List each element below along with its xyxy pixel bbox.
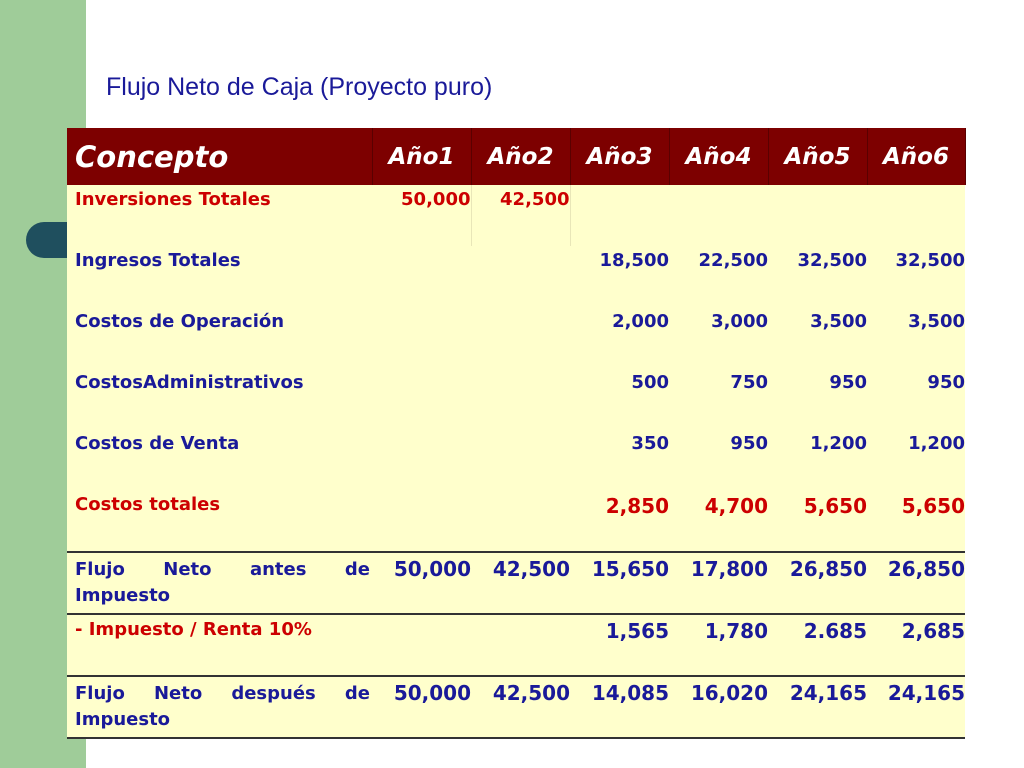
cell-value: 5,650 [867,490,965,552]
header-year-3: Año3 [570,128,669,185]
row-label: Flujo Neto antes de Impuesto [67,552,372,614]
cell-value [471,368,570,429]
cell-value: 5,650 [768,490,867,552]
cell-value: 950 [669,429,768,490]
title-area [86,0,1024,128]
cell-value: 1,565 [570,614,669,676]
row-label: Inversiones Totales [67,185,372,246]
cell-value: 24,165 [768,676,867,738]
row-label: Costos de Venta [67,429,372,490]
cell-value: 42,500 [471,552,570,614]
row-label: Costos de Operación [67,307,372,368]
row-label: Ingresos Totales [67,246,372,307]
cell-value: 24,165 [867,676,965,738]
cell-value: 50,000 [372,185,471,246]
header-concepto: Concepto [67,128,372,185]
cell-value: 3,500 [768,307,867,368]
cell-value [372,490,471,552]
cell-value [867,185,965,246]
cell-value: 32,500 [867,246,965,307]
table-row [67,614,965,676]
header-year-6: Año6 [867,128,965,185]
row-label: Flujo Neto después de Impuesto [67,676,372,738]
table-row [67,676,965,738]
cell-value [372,368,471,429]
table-row [67,307,965,368]
header-year-2: Año2 [471,128,570,185]
cell-value: 26,850 [768,552,867,614]
cell-value: 14,085 [570,676,669,738]
cell-value: 32,500 [768,246,867,307]
header-row [67,128,965,185]
table-row [67,368,965,429]
cell-value: 1,780 [669,614,768,676]
table-row [67,490,965,552]
cell-value: 16,020 [669,676,768,738]
cell-value: 750 [669,368,768,429]
cell-value: 42,500 [471,185,570,246]
cell-value: 2,850 [570,490,669,552]
cell-value: 2.685 [768,614,867,676]
cell-value [372,614,471,676]
cell-value: 3,000 [669,307,768,368]
cell-value: 2,685 [867,614,965,676]
row-label: - Impuesto / Renta 10% [67,614,372,676]
cell-value: 1,200 [768,429,867,490]
cell-value [372,246,471,307]
cell-value: 3,500 [867,307,965,368]
cell-value [570,185,669,246]
cash-flow-table [67,128,966,739]
cell-value: 2,000 [570,307,669,368]
header-year-4: Año4 [669,128,768,185]
cell-value: 17,800 [669,552,768,614]
cell-value: 950 [768,368,867,429]
cell-value [372,429,471,490]
cell-value: 18,500 [570,246,669,307]
table-row [67,552,965,614]
row-label: Costos totales [67,490,372,552]
cell-value [471,614,570,676]
cell-value [471,307,570,368]
cell-value [471,490,570,552]
cell-value: 26,850 [867,552,965,614]
cell-value [471,246,570,307]
cell-value: 22,500 [669,246,768,307]
slide-title: Flujo Neto de Caja (Proyecto puro) [106,73,493,101]
cell-value [372,307,471,368]
table-row [67,429,965,490]
header-year-5: Año5 [768,128,867,185]
cell-value: 500 [570,368,669,429]
cell-value: 350 [570,429,669,490]
cell-value: 50,000 [372,552,471,614]
table-row [67,185,965,246]
row-label: CostosAdministrativos [67,368,372,429]
cell-value [669,185,768,246]
table-row [67,246,965,307]
cell-value: 42,500 [471,676,570,738]
cell-value: 950 [867,368,965,429]
cell-value: 15,650 [570,552,669,614]
header-year-1: Año1 [372,128,471,185]
cell-value: 50,000 [372,676,471,738]
cell-value: 1,200 [867,429,965,490]
cell-value: 4,700 [669,490,768,552]
cell-value [471,429,570,490]
cell-value [768,185,867,246]
